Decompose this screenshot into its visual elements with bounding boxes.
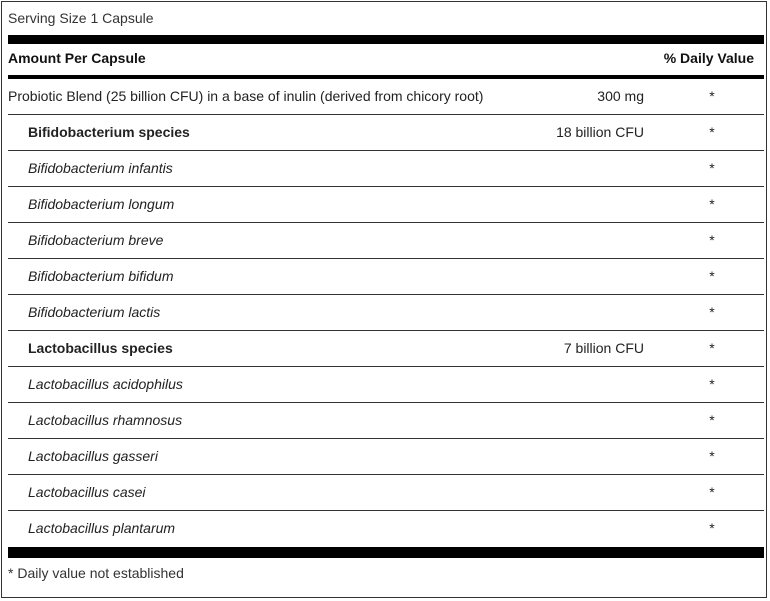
ingredient-daily-value: * <box>709 340 715 356</box>
ingredient-daily-value: * <box>709 160 715 176</box>
ingredient-name: Lactobacillus acidophilus <box>28 376 183 392</box>
ingredient-name: Bifidobacterium bifidum <box>28 268 174 284</box>
ingredient-row <box>8 331 764 367</box>
ingredient-name: Lactobacillus gasseri <box>28 448 158 464</box>
ingredient-amount: 18 billion CFU <box>556 124 644 140</box>
ingredient-row <box>8 223 764 259</box>
header-daily-value: % Daily Value <box>663 50 754 66</box>
ingredient-name: Probiotic Blend (25 billion CFU) in a base of inulin (derived from chicory root) <box>8 88 484 104</box>
ingredient-amount: 300 mg <box>597 88 644 104</box>
ingredient-name: Lactobacillus casei <box>28 484 146 500</box>
ingredient-name: Lactobacillus plantarum <box>28 520 176 536</box>
ingredient-name: Lactobacillus species <box>28 340 173 356</box>
ingredient-daily-value: * <box>709 88 715 104</box>
ingredient-row <box>8 187 764 223</box>
ingredient-name: Bifidobacterium lactis <box>28 304 161 320</box>
ingredient-list <box>8 79 764 547</box>
ingredient-daily-value: * <box>709 124 715 140</box>
ingredient-row <box>8 475 764 511</box>
ingredient-name: Bifidobacterium infantis <box>28 160 173 176</box>
ingredient-daily-value: * <box>709 448 715 464</box>
divider-thick-top <box>8 35 764 44</box>
ingredient-amount: 7 billion CFU <box>563 340 644 356</box>
divider-thick-bottom <box>8 547 764 558</box>
ingredient-row <box>8 403 764 439</box>
ingredient-daily-value: * <box>709 412 715 428</box>
ingredient-daily-value: * <box>709 304 715 320</box>
ingredient-daily-value: * <box>709 484 715 500</box>
ingredient-row <box>8 79 764 115</box>
ingredient-daily-value: * <box>709 232 715 248</box>
ingredient-daily-value: * <box>709 520 715 536</box>
ingredient-name: Bifidobacterium species <box>28 124 190 140</box>
ingredient-name: Lactobacillus rhamnosus <box>28 412 183 428</box>
header-amount-per-capsule: Amount Per Capsule <box>8 50 146 66</box>
ingredient-daily-value: * <box>709 196 715 212</box>
ingredient-daily-value: * <box>709 376 715 392</box>
ingredient-row <box>8 259 764 295</box>
serving-size: Serving Size 1 Capsule <box>8 10 154 26</box>
ingredient-row <box>8 439 764 475</box>
ingredient-row <box>8 295 764 331</box>
footnote: * Daily value not established <box>8 565 184 581</box>
ingredient-row <box>8 115 764 151</box>
ingredient-row <box>8 511 764 547</box>
ingredient-daily-value: * <box>709 268 715 284</box>
ingredient-name: Bifidobacterium longum <box>28 196 175 212</box>
ingredient-name: Bifidobacterium breve <box>28 232 164 248</box>
supplement-facts-panel <box>1 1 767 598</box>
ingredient-row <box>8 151 764 187</box>
ingredient-row <box>8 367 764 403</box>
